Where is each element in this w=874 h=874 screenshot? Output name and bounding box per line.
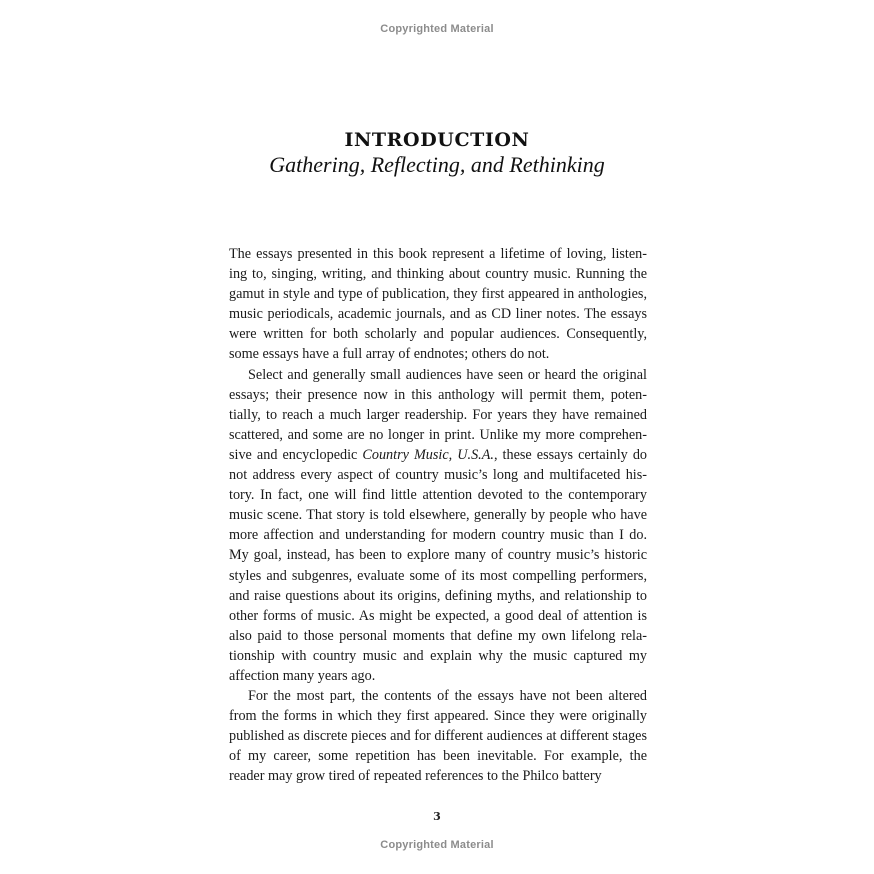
chapter-subtitle: Gathering, Reflecting, and Rethinking: [269, 152, 605, 177]
paragraph-1: The essays presented in this book represent a lifetime of loving, listen-ing to, singing, writing, and thinking about country music. Running the gamut in style and type of publication, they first appeared in anthologies, music periodicals, academic journals, and as CD liner notes. The essays were written for both scholarly and popular audiences. Consequently, some essays have a full array of endnotes; others do not.: [229, 246, 647, 363]
paragraph-2-start: Select and generally small audiences have seen or heard the original essays; their presence now in this anthology will permit them, poten-tially, to reach a much larger readership. For years they have remained scattered, and some are no longer in print. Unlike my more comprehen-sive and encyclopedic: [229, 366, 647, 463]
copyright-watermark-bottom: Copyrighted Material: [380, 839, 494, 851]
book-title-reference: Country Music, U.S.A.: [362, 446, 494, 463]
chapter-title: INTRODUCTION: [344, 129, 530, 151]
page-number: 3: [433, 810, 441, 823]
copyright-watermark-top: Copyrighted Material: [380, 23, 494, 35]
body-text: [229, 244, 647, 787]
paragraph-3: For the most part, the contents of the essays have not been altered from the forms in which they first appeared. Since they were originally published as discrete pieces and for different audiences at different stages of my career, some repetition has been inevitable. For example, the reader may grow tired of repeated references to the Philco battery: [229, 688, 647, 785]
paragraph-2-end: , these essays certainly do not address every aspect of country music’s long and multifaceted his-tory. In fact, one will find little attention devoted to the contemporary music scene. That story is told elsewhere, generally by people who have more affection and understanding for modern country music than I do. My goal, instead, has been to explore many of country music’s historic styles and subgenres, evaluate some of its most compelling performers, and raise questions about its origins, defining myths, and relationship to other forms of music. As might be expected, a good deal of attention is also paid to those personal moments that define my own lifelong rela-tionship with country music and explain why the music captured my affection many years ago.: [229, 446, 648, 684]
paragraph-2: [229, 365, 647, 687]
